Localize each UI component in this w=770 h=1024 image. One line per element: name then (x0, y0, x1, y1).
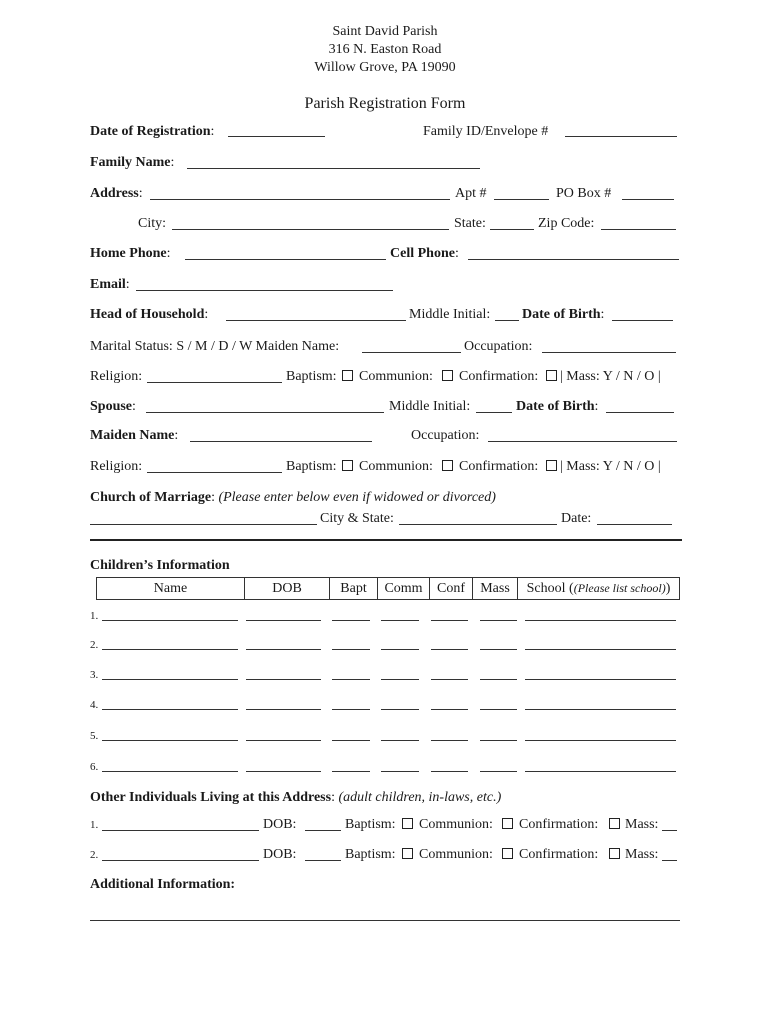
religion-label: Religion: (90, 369, 143, 384)
child-school-field[interactable] (525, 620, 676, 621)
religion-field[interactable] (147, 382, 282, 383)
child-dob-field[interactable] (246, 771, 321, 772)
other-row-number: 1. (90, 819, 99, 831)
other-row-number: 2. (90, 849, 99, 861)
spouse-confirmation-label: Confirmation: (459, 459, 539, 474)
child-bapt-field[interactable] (332, 771, 370, 772)
children-table-header (96, 577, 680, 600)
child-conf-field[interactable] (431, 709, 468, 710)
child-conf-field[interactable] (431, 620, 468, 621)
family-id-field[interactable] (565, 136, 677, 137)
child-dob-field[interactable] (246, 620, 321, 621)
city-field[interactable] (172, 229, 449, 230)
other-baptism-label: Baptism: (345, 847, 396, 862)
child-bapt-field[interactable] (332, 649, 370, 650)
church-of-marriage-label: Church of Marriage: (Please enter below even if widowed or divorced) (90, 490, 496, 505)
child-comm-field[interactable] (381, 740, 419, 741)
cell-phone-label: Cell Phone: (390, 246, 459, 261)
section-divider (90, 539, 682, 541)
child-bapt-field[interactable] (332, 679, 370, 680)
spouse-baptism-checkbox[interactable] (342, 460, 353, 471)
email-label: Email: (90, 277, 130, 292)
other-individuals-heading: Other Individuals Living at this Address: (adult children, in-laws, etc.) (90, 790, 502, 805)
occupation-field[interactable] (542, 352, 676, 353)
child-name-field[interactable] (102, 620, 238, 621)
parish-name: Saint David Parish (332, 24, 438, 39)
child-row-number: 6. (90, 761, 99, 773)
child-conf-field[interactable] (431, 771, 468, 772)
spouse-mass-yno-label: | Mass: Y / N / O | (560, 459, 661, 474)
other-mass-label: Mass: (625, 847, 659, 862)
child-school-field[interactable] (525, 771, 676, 772)
other-confirmation-checkbox[interactable] (609, 848, 620, 859)
child-dob-field[interactable] (246, 740, 321, 741)
col-comm: Comm (378, 578, 430, 599)
family-name-field[interactable] (187, 168, 480, 169)
child-comm-field[interactable] (381, 679, 419, 680)
spouse-field[interactable] (146, 412, 384, 413)
child-mass-field[interactable] (480, 679, 517, 680)
marriage-city-state-field[interactable] (399, 524, 557, 525)
head-dob-field[interactable] (612, 320, 673, 321)
col-conf: Conf (430, 578, 473, 599)
other-dob-label: DOB: (263, 847, 297, 862)
other-confirmation-label: Confirmation: (519, 847, 599, 862)
child-dob-field[interactable] (246, 649, 321, 650)
child-name-field[interactable] (102, 709, 238, 710)
child-name-field[interactable] (102, 740, 238, 741)
child-name-field[interactable] (102, 649, 238, 650)
other-baptism-checkbox[interactable] (402, 818, 413, 829)
other-communion-checkbox[interactable] (502, 848, 513, 859)
date-of-registration-field[interactable] (228, 136, 325, 137)
mass-yno-label: | Mass: Y / N / O | (560, 369, 661, 384)
home-phone-field[interactable] (185, 259, 386, 260)
head-dob-label: Date of Birth: (522, 307, 605, 322)
communion-label: Communion: (359, 369, 433, 384)
marriage-date-label: Date: (561, 511, 592, 526)
child-row-number: 5. (90, 730, 99, 742)
child-dob-field[interactable] (246, 709, 321, 710)
spouse-label: Spouse: (90, 399, 136, 414)
email-field[interactable] (136, 290, 393, 291)
marital-status-label: Marital Status: S / M / D / W Maiden Name: (90, 339, 340, 354)
spouse-religion-label: Religion: (90, 459, 143, 474)
other-communion-checkbox[interactable] (502, 818, 513, 829)
spouse-occupation-label: Occupation: (411, 428, 480, 443)
col-mass: Mass (473, 578, 518, 599)
child-comm-field[interactable] (381, 620, 419, 621)
po-box-label: PO Box # (556, 186, 612, 201)
other-dob-field[interactable] (305, 830, 341, 831)
other-mass-field[interactable] (662, 830, 677, 831)
maiden-name-field[interactable] (362, 352, 461, 353)
other-mass-label: Mass: (625, 817, 659, 832)
child-row-number: 4. (90, 699, 99, 711)
spouse-religion-field[interactable] (147, 472, 282, 473)
child-comm-field[interactable] (381, 649, 419, 650)
child-bapt-field[interactable] (332, 709, 370, 710)
confirmation-label: Confirmation: (459, 369, 539, 384)
child-mass-field[interactable] (480, 620, 517, 621)
spouse-baptism-label: Baptism: (286, 459, 337, 474)
child-school-field[interactable] (525, 709, 676, 710)
parish-street: 316 N. Easton Road (328, 42, 442, 57)
spouse-middle-initial-label: Middle Initial: (389, 399, 471, 414)
col-bapt: Bapt (330, 578, 378, 599)
other-communion-label: Communion: (419, 817, 493, 832)
spouse-dob-label: Date of Birth: (516, 399, 599, 414)
spouse-confirmation-checkbox[interactable] (546, 460, 557, 471)
col-dob: DOB (245, 578, 330, 599)
address-field[interactable] (150, 199, 450, 200)
spouse-communion-checkbox[interactable] (442, 460, 453, 471)
child-comm-field[interactable] (381, 709, 419, 710)
additional-info-label: Additional Information: (90, 877, 236, 892)
apt-field[interactable] (494, 199, 549, 200)
date-of-registration-label: Date of Registration: (90, 124, 215, 139)
other-baptism-label: Baptism: (345, 817, 396, 832)
other-baptism-checkbox[interactable] (402, 848, 413, 859)
child-mass-field[interactable] (480, 740, 517, 741)
head-middle-initial-label: Middle Initial: (409, 307, 491, 322)
address-label: Address: (90, 186, 143, 201)
child-school-field[interactable] (525, 740, 676, 741)
apt-label: Apt # (455, 186, 487, 201)
po-box-field[interactable] (622, 199, 674, 200)
head-of-household-label: Head of Household: (90, 307, 209, 322)
other-confirmation-checkbox[interactable] (609, 818, 620, 829)
child-row-number: 2. (90, 639, 99, 651)
home-phone-label: Home Phone: (90, 246, 171, 261)
family-id-label: Family ID/Envelope # (423, 124, 549, 139)
spouse-middle-initial-field[interactable] (476, 412, 512, 413)
col-school: School ( (Please list school) ) (526, 580, 671, 596)
other-confirmation-label: Confirmation: (519, 817, 599, 832)
confirmation-checkbox[interactable] (546, 370, 557, 381)
communion-checkbox[interactable] (442, 370, 453, 381)
child-school-field[interactable] (525, 679, 676, 680)
other-name-field[interactable] (102, 830, 259, 831)
child-bapt-field[interactable] (332, 620, 370, 621)
child-name-field[interactable] (102, 679, 238, 680)
zip-label: Zip Code: (538, 216, 595, 231)
state-field[interactable] (490, 229, 534, 230)
maiden-name-label: Maiden Name: (90, 428, 179, 443)
zip-field[interactable] (601, 229, 676, 230)
spouse-occupation-field[interactable] (488, 441, 677, 442)
child-mass-field[interactable] (480, 771, 517, 772)
spouse-communion-label: Communion: (359, 459, 433, 474)
head-of-household-field[interactable] (226, 320, 406, 321)
other-communion-label: Communion: (419, 847, 493, 862)
child-bapt-field[interactable] (332, 740, 370, 741)
baptism-checkbox[interactable] (342, 370, 353, 381)
cell-phone-field[interactable] (468, 259, 679, 260)
child-comm-field[interactable] (381, 771, 419, 772)
occupation-label: Occupation: (464, 339, 533, 354)
child-school-field[interactable] (525, 649, 676, 650)
city-label: City: (138, 216, 167, 231)
child-conf-field[interactable] (431, 740, 468, 741)
child-conf-field[interactable] (431, 679, 468, 680)
other-mass-field[interactable] (662, 860, 677, 861)
child-conf-field[interactable] (431, 649, 468, 650)
spouse-dob-field[interactable] (606, 412, 674, 413)
state-label: State: (454, 216, 486, 231)
child-mass-field[interactable] (480, 649, 517, 650)
parish-city: Willow Grove, PA 19090 (314, 60, 456, 75)
family-name-label: Family Name: (90, 155, 175, 170)
other-dob-label: DOB: (263, 817, 297, 832)
baptism-label: Baptism: (286, 369, 337, 384)
marriage-city-state-label: City & State: (320, 511, 394, 526)
childrens-info-heading: Children’s Information (90, 558, 230, 573)
head-middle-initial-field[interactable] (495, 320, 519, 321)
child-row-number: 3. (90, 669, 99, 681)
child-mass-field[interactable] (480, 709, 517, 710)
spouse-maiden-name-field[interactable] (190, 441, 372, 442)
additional-info-field[interactable] (90, 920, 680, 921)
other-name-field[interactable] (102, 860, 259, 861)
form-title: Parish Registration Form (304, 95, 466, 112)
col-name: Name (97, 578, 245, 599)
child-name-field[interactable] (102, 771, 238, 772)
marriage-date-field[interactable] (597, 524, 672, 525)
child-dob-field[interactable] (246, 679, 321, 680)
child-row-number: 1. (90, 610, 99, 622)
other-dob-field[interactable] (305, 860, 341, 861)
church-of-marriage-field[interactable] (90, 524, 317, 525)
